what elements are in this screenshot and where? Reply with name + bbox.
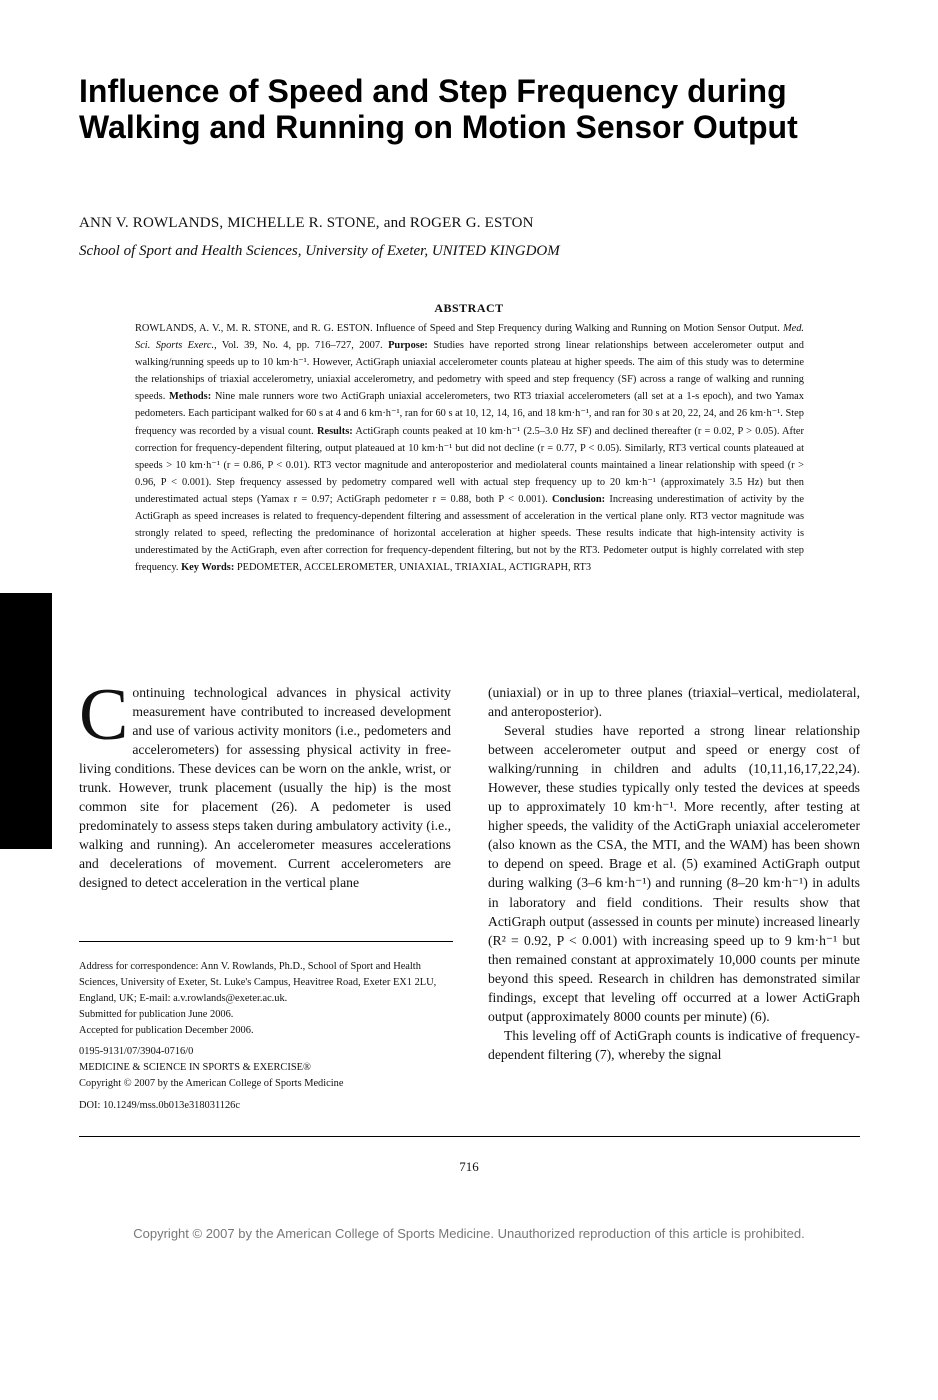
copyright-notice: Copyright © 2007 by the American College of Sports Medicine. Unauthorized reproduction of this article is prohibited. bbox=[133, 1226, 805, 1241]
drop-cap: C bbox=[79, 674, 129, 756]
methods-text: Nine male runners wore two ActiGraph uniaxial accelerometers, two RT3 triaxial accelerometers (all set at a 1-s epoch), and two Yamax pedometers. Each participant walked for 60 s at 4 and 6 km·h⁻¹, ran for 60 s at 10, 12, 14, 16, and 18 km·h⁻¹, and ran for 30 s at 20, 22, 24, and 26 km·h⁻¹. Step frequency was recorded by a visual count. bbox=[135, 391, 804, 437]
results-label: Results: bbox=[316, 425, 353, 437]
results-text: ActiGraph counts peaked at 10 km·h⁻¹ (2.5–3.0 Hz SF) and declined thereafter (r = 0.02, P > 0.05). After correction for frequency-dependent filtering, output plateaued at 10 km·h⁻¹ but did not decline (r = 0.77, P < 0.05). Similarly, RT3 vertical counts plateaued at speeds > 10 km·h⁻¹ (r = 0.86, P < 0.01). RT3 vector magnitude and anteroposterior and mediolateral counts maintained a linear relationship with speed (r > 0.96, P < 0.001). Step frequency assessed by pedometry compared well with actual step frequency up to 20 km·h⁻¹ (approximately 3.5 Hz) but then underestimated actual steps (Yamax r = 0.97; ActiGraph pedometer r = 0.88, both P < 0.001). bbox=[135, 425, 804, 505]
publication-footnote bbox=[79, 1044, 459, 1092]
article-title: Influence of Speed and Step Frequency during Walking and Running on Motion Sensor Output bbox=[79, 73, 798, 145]
section-side-label: APPLIED SCIENCES bbox=[16, 1228, 35, 1400]
doi: DOI: 10.1249/mss.0b013e318031126c bbox=[79, 1100, 240, 1111]
abstract-heading: ABSTRACT bbox=[434, 301, 504, 315]
purpose-label: Purpose: bbox=[388, 340, 428, 352]
submitted-date: Submitted for publication June 2006. bbox=[79, 1009, 234, 1020]
accepted-date: Accepted for publication December 2006. bbox=[79, 1025, 254, 1036]
purpose-text: Studies have reported strong linear relationships between accelerometer output and walking/running speeds up to 10 km·h⁻¹. However, ActiGraph uniaxial accelerometer counts plateau at higher speeds. The aim of this study was to determine the relationships of triaxial accelerometry, uniaxial accelerometry, and pedometry with speed and step frequency (SF) across a range of walking and running speeds. bbox=[135, 340, 804, 403]
abstract-citation: ROWLANDS, A. V., M. R. STONE, and R. G. ESTON. Influence of Speed and Step Frequency during Walking and Running on Motion Sensor Output. bbox=[135, 323, 780, 334]
journal-copyright: Copyright © 2007 by the American College of Sports Medicine bbox=[79, 1078, 344, 1089]
author-list: ANN V. ROWLANDS, MICHELLE R. STONE, and ROGER G. ESTON bbox=[79, 215, 534, 231]
keywords-text: PEDOMETER, ACCELEROMETER, UNIAXIAL, TRIAXIAL, ACTIGRAPH, RT3 bbox=[236, 562, 592, 574]
affiliation: School of Sport and Health Sciences, University of Exeter, UNITED KINGDOM bbox=[79, 243, 560, 259]
keywords-label: Key Words: bbox=[181, 562, 235, 574]
body-paragraph: (uniaxial) or in up to three planes (triaxial–vertical, mediolateral, and anteroposterior). bbox=[488, 685, 860, 720]
methods-label: Methods: bbox=[169, 391, 212, 403]
body-paragraph: This leveling off of ActiGraph counts is indicative of frequency-dependent filtering (7), whereby the signal bbox=[488, 1027, 860, 1062]
section-side-tab bbox=[0, 593, 52, 1400]
article-code: 0195-9131/07/3904-0716/0 bbox=[79, 1046, 194, 1057]
page-number: 716 bbox=[459, 1159, 479, 1174]
correspondence-footnote bbox=[79, 959, 459, 1039]
conclusion-text: Increasing underestimation of activity by the ActiGraph as speed increases is related to frequency-dependent filtering and assessment of acceleration in the vertical plane only. RT3 vector magnitude was strongly related to speed, reflecting the predominance of horizontal acceleration at higher speeds. These results indicate that high-intensity activity is underestimated by the ActiGraph, even after correction for frequency-dependent filtering, but not by the RT3. Pedometer output is highly correlated with step frequency. bbox=[135, 493, 804, 574]
body-paragraph: Several studies have reported a strong linear relationship between accelerometer output and speed or energy cost of walking/running in children and adults (10,11,16,17,22,24). However, these studies typically only tested the devices at speeds up to approximately 10 km·h⁻¹. More recently, after testing at higher speeds, the validity of the ActiGraph uniaxial accelerometer (also known as the CSA, the MTI, and the WAM) has been shown to depend on speed. Brage et al. (5) examined ActiGraph output during walking (3–6 km·h⁻¹) and running (8–20 km·h⁻¹) in adults in laboratory and field conditions. Their results show that ActiGraph output (assessed in counts per minute) increased linearly (R² = 0.92, P < 0.001) with increasing speed up to 9 km·h⁻¹ but then remained constant at approximately 10,000 counts per minute beyond this speed. Research in children has demonstrated similar findings, except that leveling off occurred at a lower ActiGraph output (approximately 8000 counts per minute) (6). bbox=[488, 723, 860, 1024]
body-column-right bbox=[488, 683, 860, 1064]
abstract-body bbox=[135, 320, 804, 576]
correspondence-address: Address for correspondence: Ann V. Rowlands, Ph.D., School of Sport and Health Sciences, University of Exeter, St. Luke's Campus, Heavitree Road, Exeter EX1 2LU, England, UK; E-mail: a.v.rowlands@exeter.ac.uk. bbox=[79, 961, 437, 1004]
page-bottom-divider bbox=[79, 1136, 860, 1137]
journal-name: MEDICINE & SCIENCE IN SPORTS & EXERCISE® bbox=[79, 1062, 311, 1073]
conclusion-label: Conclusion: bbox=[551, 493, 606, 505]
footnote-divider bbox=[79, 941, 453, 942]
abstract-journal: Med. Sci. Sports Exerc. bbox=[135, 323, 804, 352]
abstract-volume: , Vol. 39, No. 4, pp. 716–727, 2007. bbox=[214, 340, 383, 352]
doi-footnote bbox=[79, 1098, 459, 1114]
body-paragraph: ontinuing technological advances in physical activity measurement have contributed to increased development and use of various activity monitors (i.e., pedometers and accelerometers) for assessing physical activity in free-living conditions. These devices can be worn on the ankle, wrist, or trunk. However, trunk placement (usually the hip) is the most common site for placement (26). A pedometer is used predominately to assess steps taken during ambulatory activity (i.e., walking and running). An accelerometer measures accelerations and decelerations of movement. Current accelerometers are designed to detect acceleration in the vertical plane bbox=[79, 685, 451, 891]
body-column-left bbox=[79, 674, 451, 893]
